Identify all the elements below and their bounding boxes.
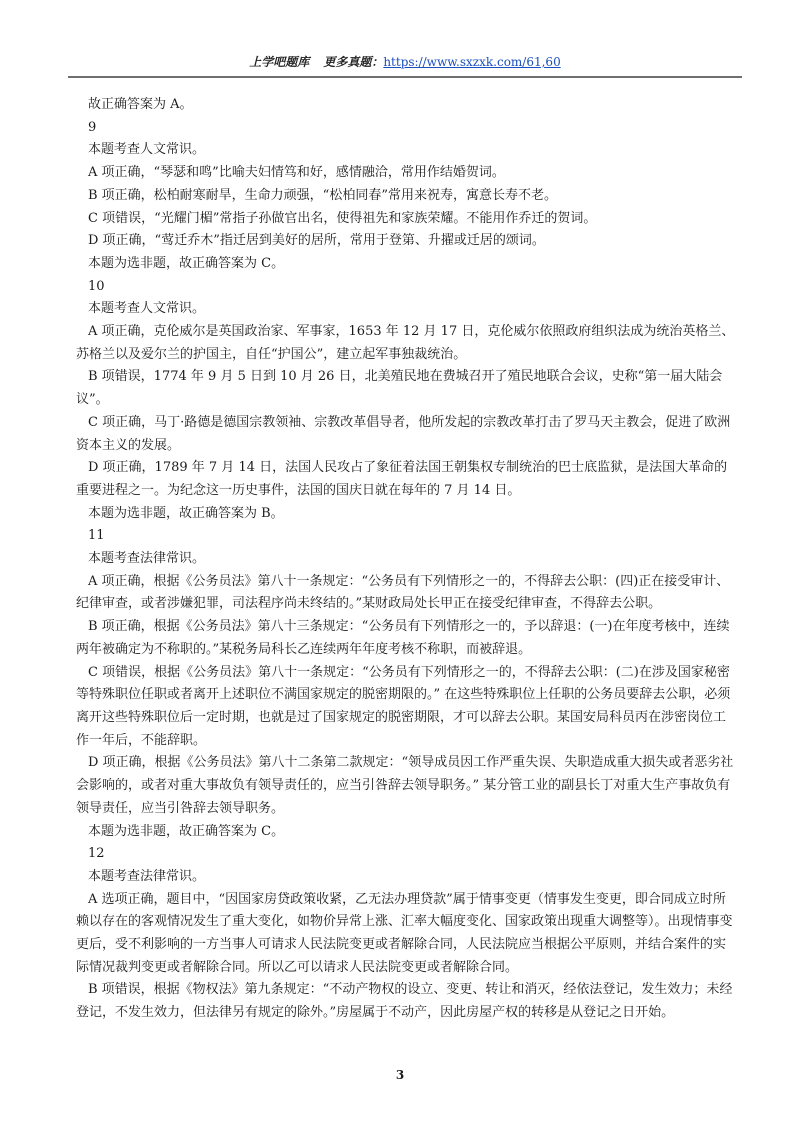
option-explanation: D 项正确，1789 年 7 月 14 日，法国人民攻占了象征着法国王朝集权专制统治的巴士底监狱，是法国大革命的重要进程之一。为纪念这一历史事件，法国的国庆日就在每年的 7 月 14 日。 xyxy=(76,460,728,498)
page-header xyxy=(68,52,742,78)
option-explanation: A 项正确，“琴瑟和鸣”比喻夫妇情笃和好，感情融洽，常用作结婚贺词。 xyxy=(88,165,505,181)
option-explanation: B 项错误，根据《物权法》第九条规定：“不动产物权的设立、变更、转让和消灭，经依法登记，发生效力；未经登记，不发生效力，但法律另有规定的除外。”房屋属于不动产，因此房屋产权的转移是从登记之日开始。 xyxy=(76,982,733,1021)
option-explanation: C 项错误，“光耀门楣”常指子孙做官出名，使得祖先和家族荣耀。不能用作乔迁的贺词。 xyxy=(88,210,597,226)
topic-line: 本题考查人文常识。 xyxy=(88,142,206,158)
question-number: 9 xyxy=(88,119,97,135)
answer-line: 本题为选非题，故正确答案为 C。 xyxy=(88,255,285,271)
question-number: 11 xyxy=(88,528,105,544)
option-explanation: A 项正确，克伦威尔是英国政治家、军事家，1653 年 12 月 17 日，克伦威尔依照政府组织法成为统治英格兰、苏格兰以及爱尔兰的护国主，自任“护国公”，建立起军事独裁统治。 xyxy=(76,324,735,362)
option-explanation: D 项正确，根据《公务员法》第八十二条第二款规定：“领导成员因工作严重失误、失职造成重大损失或者恶劣社会影响的，或者对重大事故负有领导责任的，应当引咎辞去领导职务。” 某分管工业的副县长丁对重大生产事故负有领导责任，应当引咎辞去领导职务。 xyxy=(76,755,734,816)
answer-line: 故正确答案为 A。 xyxy=(88,97,193,112)
brand-name: 上学吧题库 xyxy=(249,55,310,69)
source-link[interactable]: https://www.sxzxk.com/61,60 xyxy=(383,55,561,69)
answer-line: 本题为选非题，故正确答案为 C。 xyxy=(88,823,285,839)
topic-line: 本题考查法律常识。 xyxy=(88,868,206,884)
question-number: 12 xyxy=(88,846,105,862)
topic-line: 本题考查法律常识。 xyxy=(88,551,206,567)
option-explanation: A 选项正确，题目中，“因国家房贷政策收紧，乙无法办理贷款”属于情事变更（情事发生变更，即合同成立时所赖以存在的客观情况发生了重大变化，如物价异常上涨、汇率大幅度变化、国家政策出现重大调整等）。出现情事变更后，受不利影响的一方当事人可请求人民法院变更或者解除合同，人民法院应当根据公平原则，并结合案件的实际情况裁判变更或者解除合同。所以乙可以请求人民法院变更或者解除合同。 xyxy=(76,891,733,975)
option-explanation: C 项正确，马丁·路德是德国宗教领袖、宗教改革倡导者，他所发起的宗教改革打击了罗马天主教会，促进了欧洲资本主义的发展。 xyxy=(76,414,731,453)
answer-line: 本题为选非题，故正确答案为 B。 xyxy=(88,505,284,521)
option-explanation: B 项正确，根据《公务员法》第八十三条规定：“公务员有下列情形之一的，予以辞退：(一)在年度考核中，连续两年被确定为不称职的。”某税务局科长乙连续两年年度考核不称职，而被辞退。 xyxy=(76,619,730,657)
option-explanation: A 项正确，根据《公务员法》第八十一条规定：“公务员有下列情形之一的，不得辞去公职：(四)正在接受审计、纪律审查，或者涉嫌犯罪，司法程序尚未终结的。”某财政局处长甲正在接受纪律审查，不得辞去公职。 xyxy=(76,573,730,612)
more-label: 更多真题： xyxy=(323,55,384,69)
option-explanation: B 项正确，松柏耐寒耐旱，生命力顽强，“松柏同春”常用来祝寿，寓意长寿不老。 xyxy=(88,187,557,203)
document-body xyxy=(76,94,736,1025)
topic-line: 本题考查人文常识。 xyxy=(88,301,206,317)
option-explanation: C 项错误，根据《公务员法》第八十一条规定：“公务员有下列情形之一的，不得辞去公职：(二)在涉及国家秘密等特殊职位任职或者离开上述职位不满国家规定的脱密期限的。” 在这些特殊职位上任职的公务员要辞去公职，必须离开这些特殊职位后一定时期，也就是过了国家规定的脱密期限，才可以辞去公职。某国安局科员丙在涉密岗位工作一年后，不能辞职。 xyxy=(76,664,731,748)
option-explanation: D 项正确，“莺迁乔木”指迁居到美好的居所，常用于登第、升擢或迁居的颂词。 xyxy=(88,233,545,249)
page-number: 3 xyxy=(395,1068,405,1082)
question-number: 10 xyxy=(88,278,105,294)
option-explanation: B 项错误，1774 年 9 月 5 日到 10 月 26 日，北美殖民地在费城召开了殖民地联合会议，史称“第一届大陆会议”。 xyxy=(76,369,723,408)
